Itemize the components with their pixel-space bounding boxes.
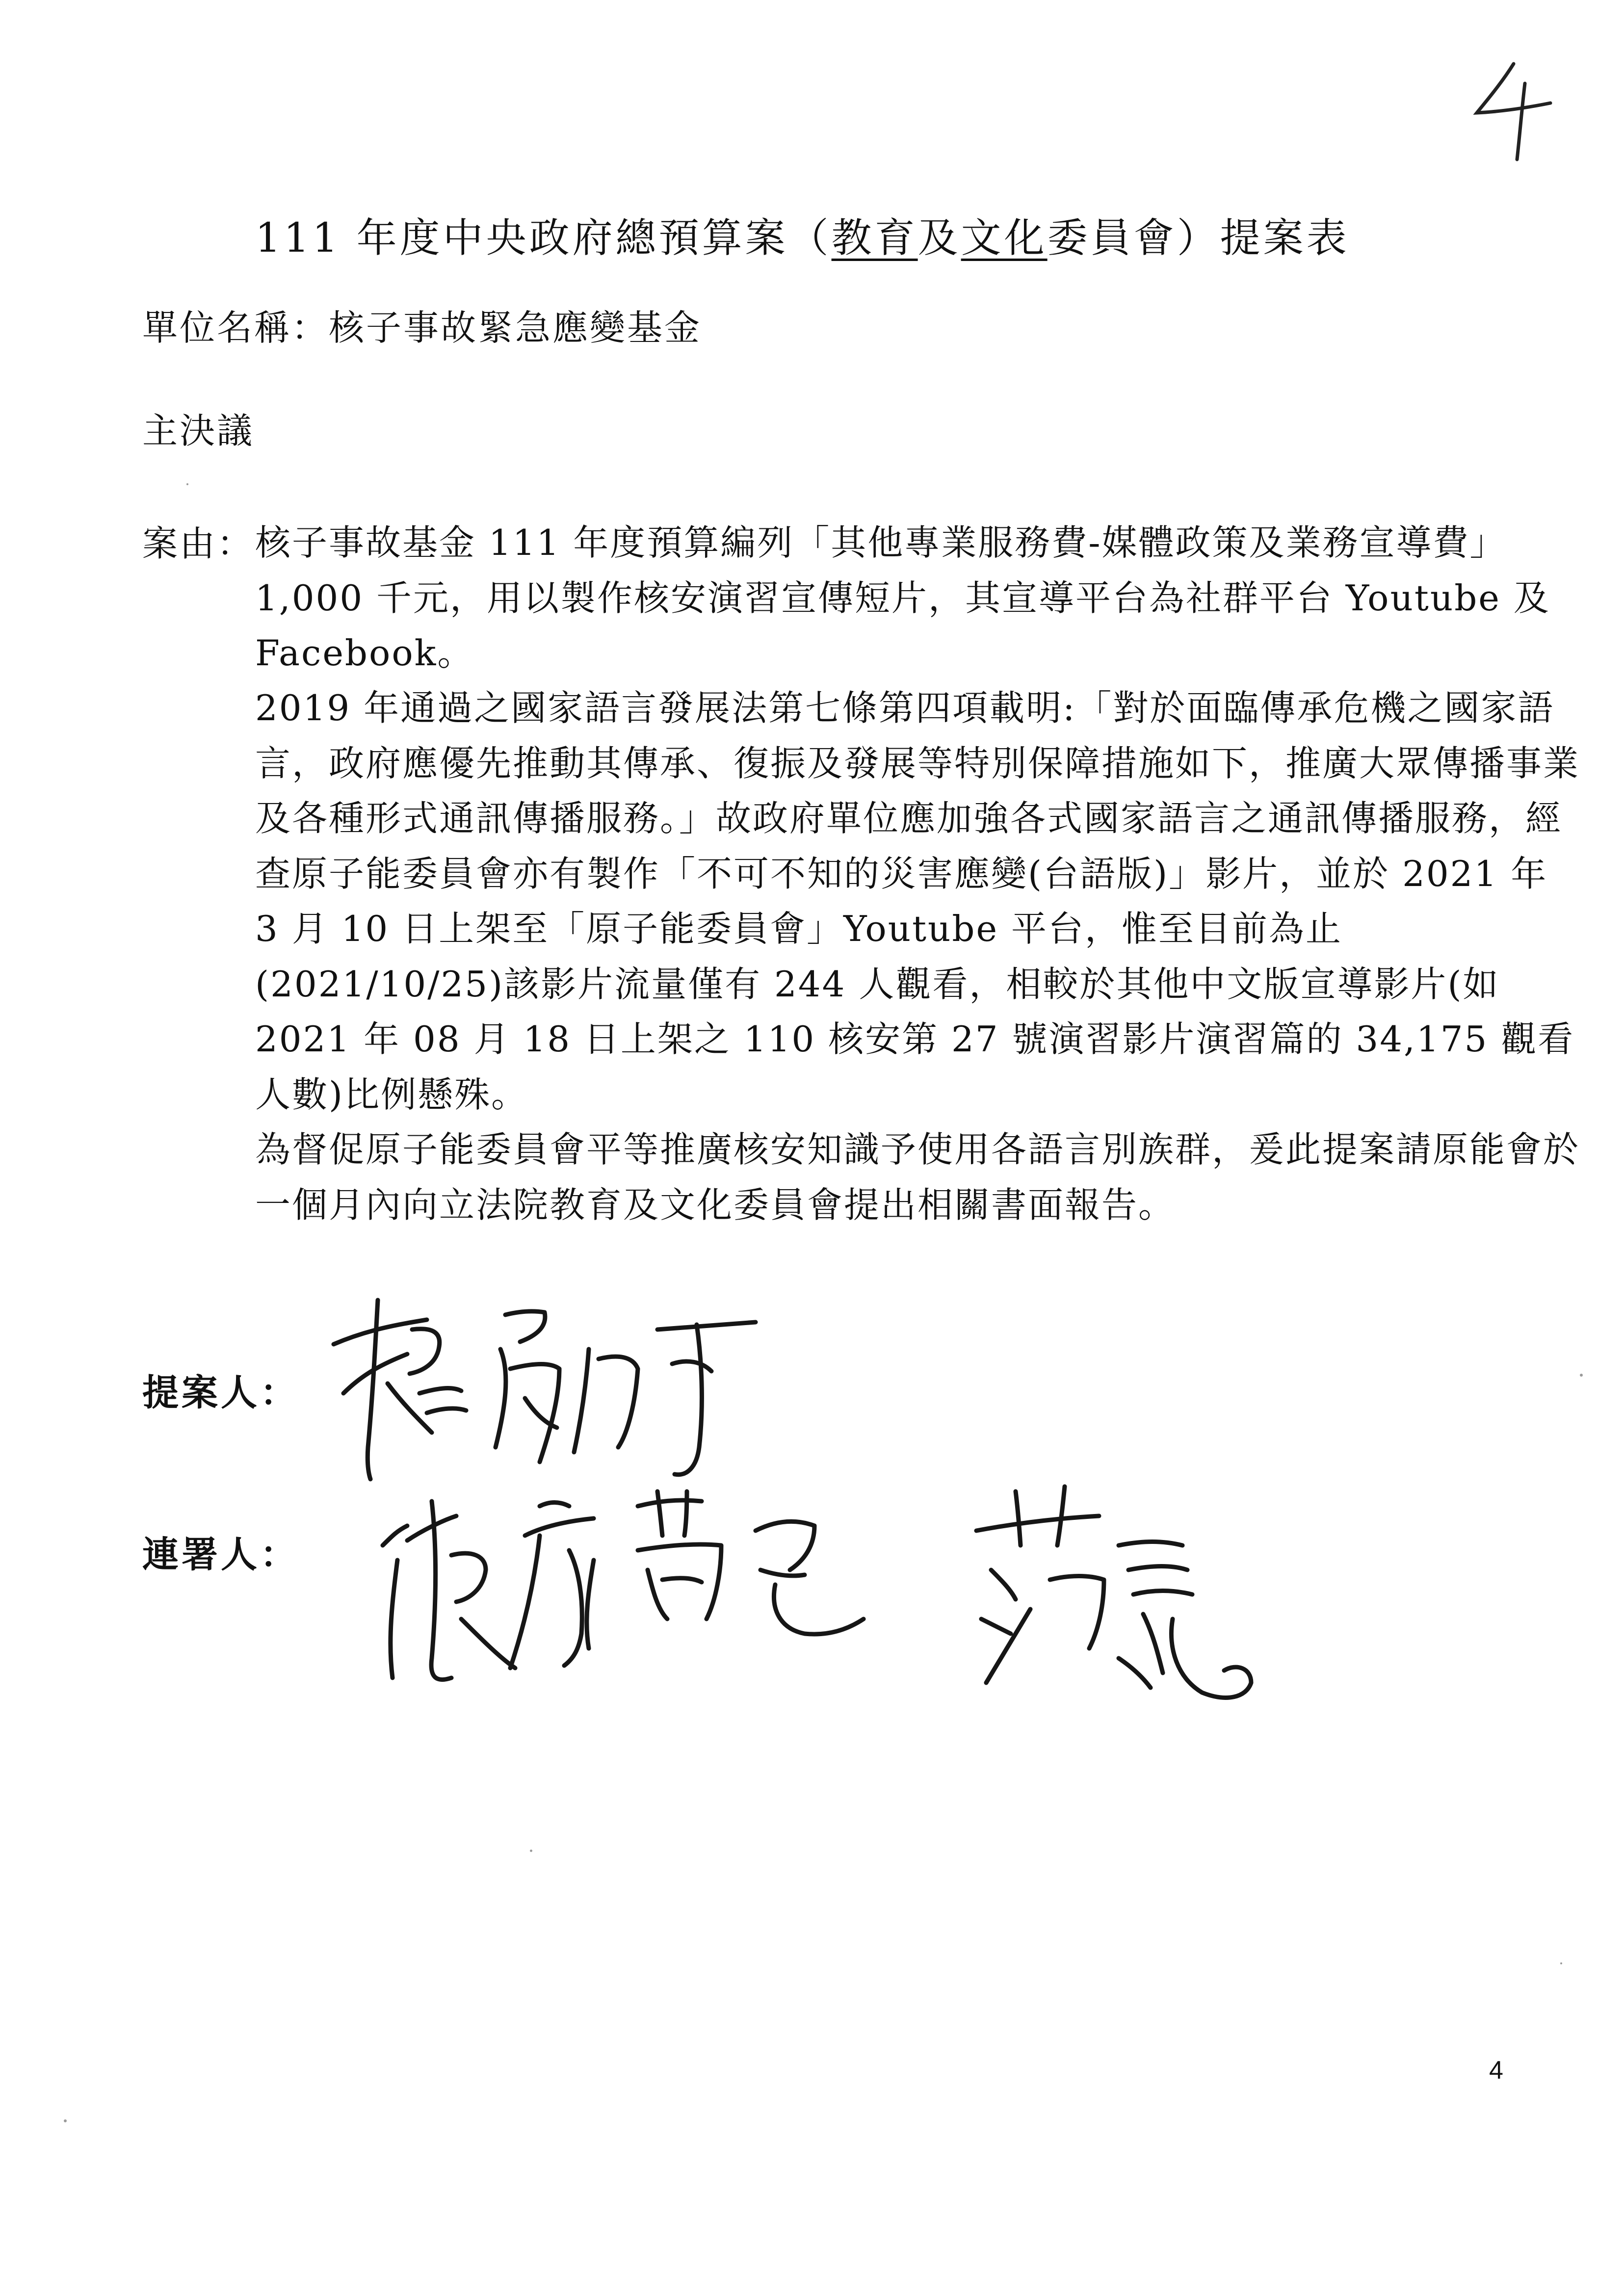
- title-suffix: 委員會）提案表: [1047, 215, 1350, 261]
- proposer-label: 提案人：: [142, 1372, 299, 1414]
- title-underlined-education: 教育: [831, 215, 918, 261]
- document-title: [255, 206, 1482, 263]
- scan-speck: [1560, 1962, 1562, 1964]
- case-paragraph-1: 核子事故基金 111 年度預算編列「其他專業服務費-媒體政策及業務宣導費」1,000 千元，用以製作核安演習宣傳短片，其宣導平台為社群平台 Youtube 及 Facebook。: [255, 522, 1550, 674]
- title-prefix: 111 年度中央政府總預算案（: [255, 215, 832, 261]
- unit-name-value: 核子事故緊急應變基金: [329, 307, 702, 348]
- unit-name-label: 單位名稱：: [142, 307, 329, 348]
- case-paragraph-2: 2019 年通過之國家語言發展法第七條第四項載明:「對於面臨傳承危機之國家語言，政府應優先推動其傳承、復振及發展等特別保障措施如下，推廣大眾傳播事業及各種形式通訊傳播服務。」故政府單位應加強各式國家語言之通訊傳播服務，經查原子能委員會亦有製作「不可不知的災害應變(台語版)」影片，並於 2021 年 3 月 10 日上架至「原子能委員會」Youtube 平台，惟至目前為止 (2021/10/25)該影片流量僅有 244 人觀看，相較於其他中文版宣導影片(如 2021 年 08 月 18 日上架之 110 核安第 27 號演習影片演習篇的 34,175 觀看人數)比例懸殊。: [255, 687, 1580, 1115]
- scan-speck: [186, 483, 188, 485]
- case-body: [255, 515, 1580, 681]
- case-body-continued: [255, 680, 1580, 1232]
- scan-speck: [1580, 1374, 1583, 1377]
- cosigner-label: 連署人：: [142, 1534, 299, 1576]
- handwritten-page-number: [1467, 54, 1565, 167]
- unit-name-line: [142, 299, 702, 350]
- title-and: 及: [917, 215, 961, 261]
- scan-speck: [64, 2119, 67, 2122]
- title-underlined-culture: 文化: [961, 215, 1048, 261]
- cosigner-signature-1: [363, 1472, 893, 1737]
- case-label: 案由：: [142, 523, 255, 564]
- page-number: 4: [1489, 2056, 1503, 2085]
- resolution-heading: 主決議: [142, 410, 255, 451]
- cosigner-signature-2: [957, 1472, 1261, 1747]
- proposer-signature: [314, 1285, 795, 1491]
- case-paragraph-3: 為督促原子能委員會平等推廣核安知識予使用各語言別族群，爰此提案請原能會於一個月內向立法院教育及文化委員會提出相關書面報告。: [255, 1129, 1580, 1226]
- scan-speck: [530, 1850, 532, 1852]
